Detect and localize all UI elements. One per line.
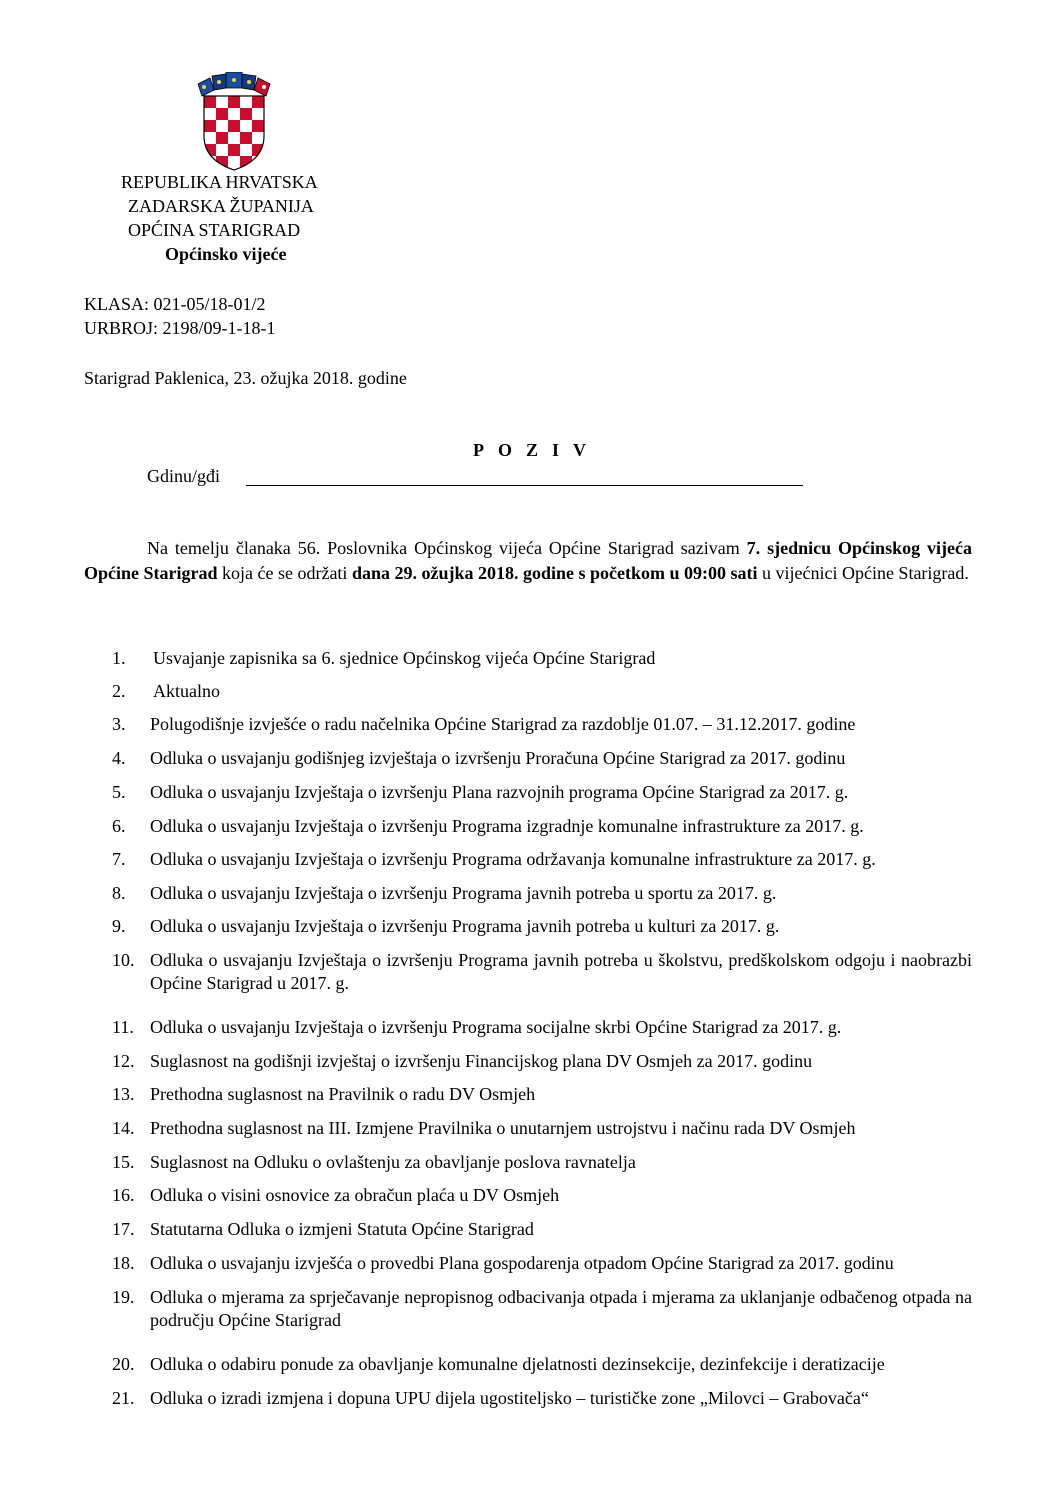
agenda-item-number: 20.: [112, 1354, 135, 1374]
agenda-item-text: Usvajanje zapisnika sa 6. sjednice Općinskog vijeća Općine Starigrad: [153, 648, 656, 668]
agenda-item-number: 18.: [112, 1253, 135, 1273]
agenda-item-number: 10.: [112, 950, 135, 970]
agenda-item-number: 19.: [112, 1287, 135, 1307]
agenda-item-number: 12.: [112, 1051, 135, 1071]
agenda-item-number: 7.: [112, 849, 126, 869]
intro-text-1: Na temelju članaka 56. Poslovnika Općinskog vijeća Općine Starigrad sazivam: [147, 538, 747, 558]
recipient-label: Gdinu/gđi: [147, 466, 221, 486]
agenda-item-number: 16.: [112, 1185, 135, 1205]
agenda-item-number: 5.: [112, 782, 126, 802]
agenda-item-number: 17.: [112, 1219, 135, 1239]
agenda-item-text: Odluka o usvajanju Izvještaja o izvršenju Programa javnih potreba u kulturi za 2017. g.: [150, 916, 780, 936]
agenda-item-number: 9.: [112, 916, 126, 936]
agenda-item-text: Odluka o izradi izmjena i dopuna UPU dijela ugostiteljsko – turističke zone „Milovci – Grabovača“: [150, 1388, 869, 1408]
agenda-item-number: 3.: [112, 714, 126, 734]
agenda-item-number: 1.: [112, 648, 126, 668]
agenda-item-text: Suglasnost na godišnji izvještaj o izvršenju Financijskog plana DV Osmjeh za 2017. godinu: [150, 1051, 813, 1071]
intro-session: 7. sjednicu Općinskog vijeća Općine Starigrad: [84, 538, 972, 583]
intro-text-3: u vijećnici Općine Starigrad.: [757, 563, 969, 583]
agenda-item-text: Odluka o usvajanju izvješća o provedbi Plana gospodarenja otpadom Općine Starigrad za 2017. godinu: [150, 1253, 894, 1273]
agenda-item-text: Prethodna suglasnost na III. Izmjene Pravilnika o unutarnjem ustrojstvu i načinu rada DV Osmjeh: [150, 1118, 856, 1138]
agenda-item-number: 4.: [112, 748, 126, 768]
agenda-item-number: 21.: [112, 1388, 135, 1408]
agenda-item-text: Odluka o odabiru ponude za obavljanje komunalne djelatnosti dezinsekcije, dezinfekcije i deratizacije: [150, 1354, 885, 1374]
header-council: Općinsko vijeće: [165, 244, 287, 264]
agenda-item-number: 8.: [112, 883, 126, 903]
agenda-item-text: Odluka o usvajanju Izvještaja o izvršenju Programa socijalne skrbi Općine Starigrad za 2017. g.: [150, 1017, 842, 1037]
intro-text-2: koja će se održati: [217, 563, 352, 583]
agenda-item-text: Odluka o visini osnovice za obračun plaća u DV Osmjeh: [150, 1185, 560, 1205]
header-municipality: OPĆINA STARIGRAD: [128, 220, 301, 240]
agenda-item-number: 2.: [112, 681, 126, 701]
agenda-item-text: Odluka o usvajanju Izvještaja o izvršenju Programa održavanja komunalne infrastrukture za 2017. g.: [150, 849, 876, 869]
agenda-item-text: Odluka o usvajanju Izvještaja o izvršenju Programa izgradnje komunalne infrastrukture za 2017. g.: [150, 816, 864, 836]
agenda-item-text: Odluka o usvajanju Izvještaja o izvršenju Programa javnih potreba u školstvu, predškolskom odgoju i naobrazbi Općine Starigrad u 2017. g.: [150, 950, 972, 993]
place-date: Starigrad Paklenica, 23. ožujka 2018. godine: [84, 368, 407, 388]
agenda-item-text: Odluka o usvajanju Izvještaja o izvršenju Programa javnih potreba u sportu za 2017. g.: [150, 883, 777, 903]
document-title: POZIV: [473, 440, 601, 460]
agenda-item-number: 15.: [112, 1152, 135, 1172]
agenda-item-text: Odluka o usvajanju Izvještaja o izvršenju Plana razvojnih programa Općine Starigrad za 2017. g.: [150, 782, 849, 802]
agenda-item-text: Prethodna suglasnost na Pravilnik o radu DV Osmjeh: [150, 1084, 536, 1104]
agenda-item-text: Suglasnost na Odluku o ovlaštenju za obavljanje poslova ravnatelja: [150, 1152, 636, 1172]
header-republic: REPUBLIKA HRVATSKA: [121, 172, 318, 192]
klasa-label: KLASA: 021-05/18-01/2: [84, 294, 266, 314]
agenda-item-text: Odluka o usvajanju godišnjeg izvještaja o izvršenju Proračuna Općine Starigrad za 2017. godinu: [150, 748, 846, 768]
header-county: ZADARSKA ŽUPANIJA: [128, 196, 314, 216]
agenda-item-number: 6.: [112, 816, 126, 836]
agenda-item-text: Statutarna Odluka o izmjeni Statuta Općine Starigrad: [150, 1219, 534, 1239]
intro-date-time: dana 29. ožujka 2018. godine s početkom u 09:00 sati: [351, 563, 758, 583]
urbroj-label: URBROJ: 2198/09-1-18-1: [84, 318, 276, 338]
agenda-item-number: 11.: [112, 1017, 134, 1037]
agenda-item-text: Odluka o mjerama za sprječavanje nepropisnog odbacivanja otpada i mjerama za uklanjanje odbačenog otpada na području Općine Starigrad: [150, 1287, 972, 1330]
agenda-item-text: Polugodišnje izvješće o radu načelnika Općine Starigrad za razdoblje 01.07. – 31.12.2017. godine: [150, 714, 856, 734]
agenda-item-number: 14.: [112, 1118, 135, 1138]
agenda-item-text: Aktualno: [153, 681, 220, 701]
agenda-item-number: 13.: [112, 1084, 135, 1104]
